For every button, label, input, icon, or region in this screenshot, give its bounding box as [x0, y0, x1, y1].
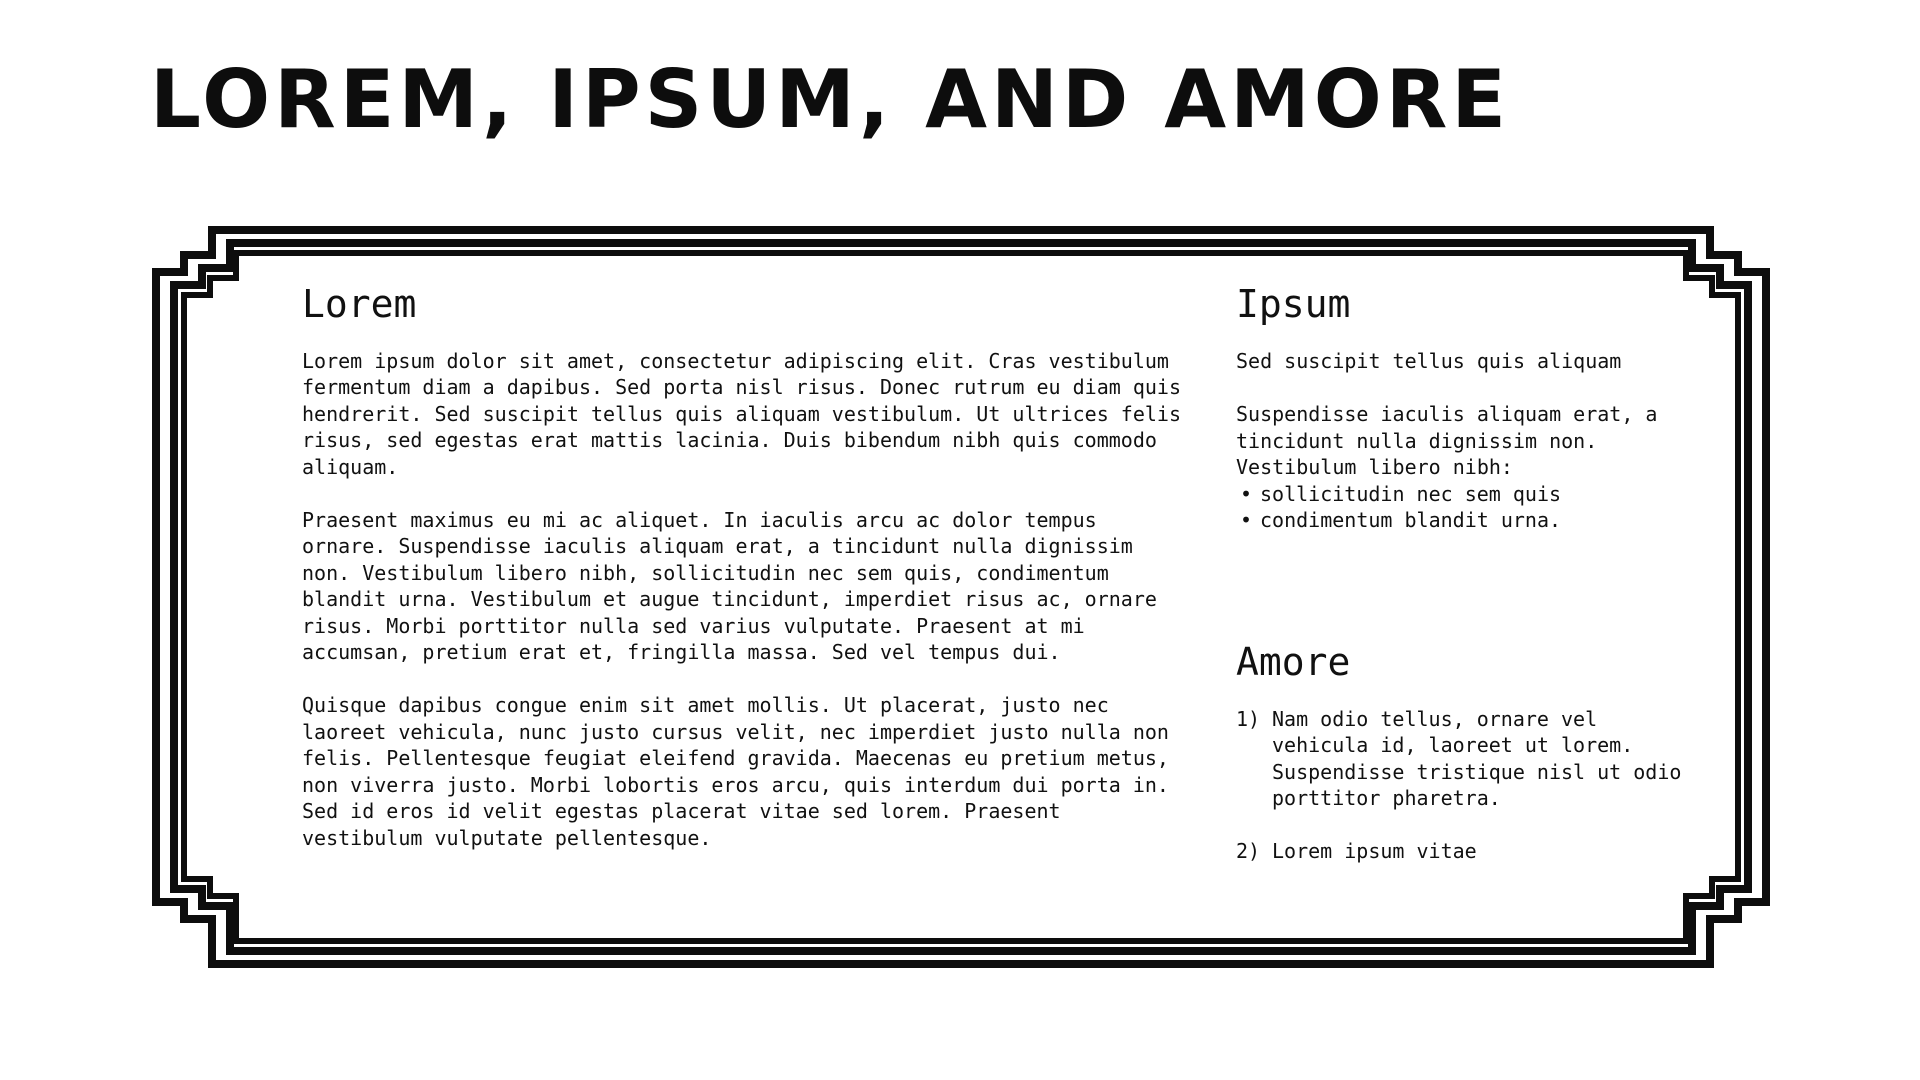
amore-heading: Amore: [1236, 640, 1351, 684]
slide-title: LOREM, IPSUM, AND AMORE: [150, 53, 1510, 146]
list-item: [1236, 838, 1696, 864]
ipsum-bullet-list: [1236, 481, 1696, 534]
bullet-icon: •: [1240, 481, 1253, 506]
bullet-text: condimentum blandit urna.: [1260, 508, 1562, 533]
bullet-text: sollicitudin nec sem quis: [1260, 481, 1562, 506]
ipsum-body: Suspendisse iaculis aliquam erat, a tincidunt nulla dignissim non. Vestibulum libero nibh:: [1236, 402, 1658, 480]
list-number: 2): [1236, 838, 1261, 863]
list-item: [1236, 706, 1696, 812]
amore-section: [1236, 640, 1696, 890]
lorem-paragraph: Praesent maximus eu mi ac aliquet. In iaculis arcu ac dolor tempus ornare. Suspendisse iaculis aliquam erat, a tincidunt nulla dignissim non. Vestibulum libero nibh, sollicitudin nec sem quis, condimentum blandit urna. Vestibulum et augue tincidunt, imperdiet risus ac, ornare risus. Morbi porttitor nulla sed varius vulputate. Praesent at mi accumsan, pretium erat et, fringilla massa. Sed vel tempus dui.: [302, 508, 1157, 665]
lorem-paragraph: Lorem ipsum dolor sit amet, consectetur adipiscing elit. Cras vestibulum fermentum diam a dapibus. Sed porta nisl risus. Donec rutrum eu diam quis hendrerit. Sed suscipit tellus quis aliquam vestibulum. Ut ultrices felis risus, sed egestas erat mattis lacinia. Duis bibendum nibh quis commodo aliquam.: [302, 349, 1181, 479]
lorem-section: [302, 282, 1182, 878]
list-number: 1): [1236, 707, 1261, 731]
lorem-heading: Lorem: [302, 282, 417, 326]
bullet-icon: •: [1240, 508, 1253, 533]
ipsum-intro: Sed suscipit tellus quis aliquam: [1236, 349, 1622, 373]
amore-numbered-list: [1236, 706, 1696, 864]
list-item: [1236, 507, 1696, 533]
lorem-paragraph: Quisque dapibus congue enim sit amet mollis. Ut placerat, justo nec laoreet vehicula, nunc justo cursus velit, nec imperdiet justo nulla non felis. Pellentesque feugiat eleifend gravida. Maecenas eu pretium metus, non viverra justo. Morbi lobortis eros arcu, quis interdum dui porta in. Sed id eros id velit egestas placerat vitae sed lorem. Praesent vestibulum vulputate pellentesque.: [302, 693, 1169, 850]
list-item-text: Lorem ipsum vitae: [1272, 838, 1477, 863]
list-item-text: Nam odio tellus, ornare vel vehicula id, laoreet ut lorem. Suspendisse tristique nisl ut odio porttitor pharetra.: [1272, 707, 1682, 811]
ipsum-section: [1236, 282, 1696, 533]
ipsum-heading: Ipsum: [1236, 282, 1351, 326]
list-item: [1236, 481, 1696, 507]
